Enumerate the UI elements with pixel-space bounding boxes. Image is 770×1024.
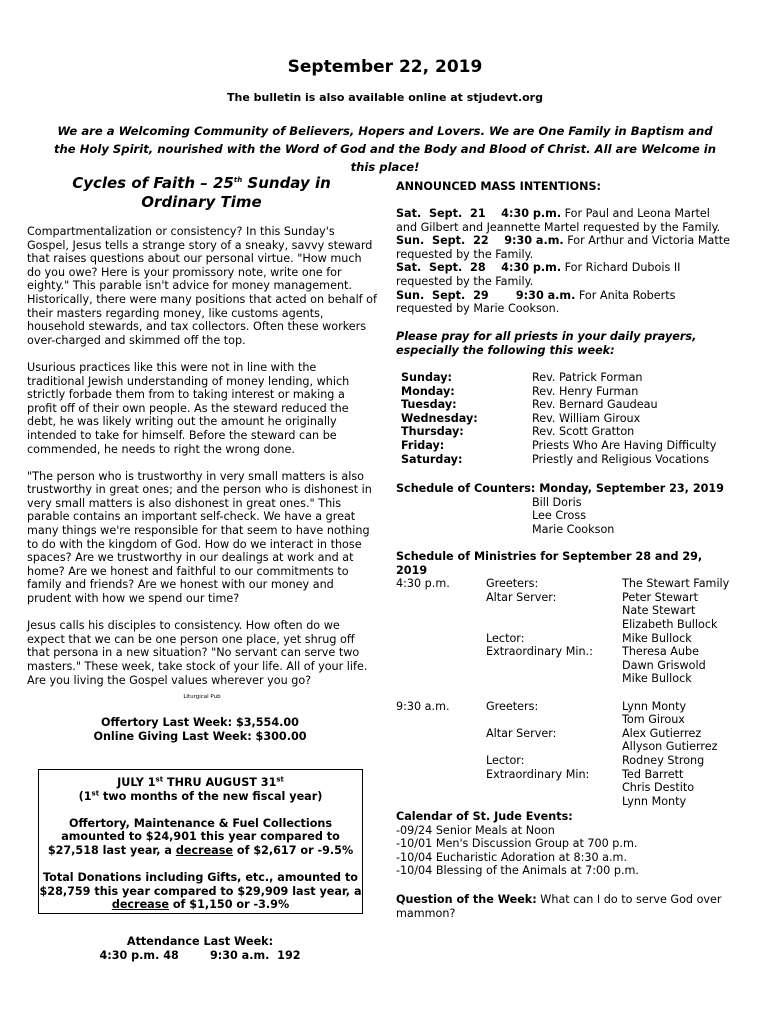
ministry-role: Altar Server: [486,590,557,604]
cycles-paragraph: Jesus calls his disciples to consistency. How often do we expect that we can be one person one place, yet shrug off that persona in a new situation? "No servant can serve two masters." These week, take stock of your life. All of your life. Are you living the Gospel values wherever you go? [27,619,368,687]
cycles-paragraph: "The person who is trustworthy in very small matters is also trustworthy in great ones; and the person who is dishonest in very small matters is also dishonest in great ones." This parable contains an important self-check. We have a great many things we're responsible for that seem to have nothing to do with the kingdom of God. How do we interact in those spaces? Are we trustworthy in our dealings at work and at home? Are we honest and faithful to our commitments to family and friends? Are we honest with our money and prudent with how we spend our time? [27,469,372,606]
ministry-person: Tom Giroux [622,713,685,727]
ministries-heading: Schedule of Ministries for September 28 and 29, 2019 [396,550,703,577]
ministries-section [396,550,731,808]
offertory-collections-comparison: Offertory, Maintenance & Fuel Collections amounted to $24,901 this year compared to $27,518 last year, a decrease of $2,617 or -9.5% [47,816,354,857]
fiscal-period-note: (1st two months of the new fiscal year) [78,788,323,803]
calendar-section [396,810,731,878]
ministry-row [396,713,731,727]
ministry-row [396,781,731,795]
ministry-row [396,740,731,754]
cycles-paragraph: Compartmentalization or consistency? In this Sunday's Gospel, Jesus tells a strange story of a sneaky, savvy steward that raises questions about our personal virtue. "How much do you owe? Here is your promissory note, write one for eighty." This parable isn't advice for money management. Historically, there were many positions that acted on behalf of their masters regarding money, like customs agents, household stewards, and tax collectors. Often these workers over-charged and skimmed off the top. [27,225,377,347]
mass-intention-entry: Sun. Sept. 22 9:30 a.m. For Arthur and Victoria Matte requested by the Family. [396,234,731,261]
ministry-role: Lector: [486,631,525,645]
ministry-row [396,754,731,768]
ministry-person: The Stewart Family [622,577,730,591]
fiscal-summary-box [38,769,363,914]
ministry-role: Greeters: [486,699,539,713]
counter-name: Bill Doris [532,495,582,509]
ministry-person: Lynn Monty [622,699,687,713]
calendar-event: -10/01 Men's Discussion Group at 700 p.m. [396,837,638,851]
ministry-row [396,768,731,782]
offertory-summary [60,716,340,743]
ministry-person: Ted Barrett [622,767,684,781]
priest-day-row: Sunday: Rev. Patrick Forman [401,371,643,384]
ministry-row [396,577,731,591]
priest-day-row: Thursday: Rev. Scott Gratton [401,425,635,439]
priest-day-row: Wednesday: Rev. William Giroux [401,411,641,425]
cycles-paragraph: Usurious practices like this were not in line with the traditional Jewish understanding of money lending, which strictly forbade them from to taking interest or making a profit off of their own people. As the steward reduced the debt, he was likely writing out the amount he originally intended to take for himself. Before the steward can be commended, he needs to right the wrong done. [27,360,350,456]
ministry-row [396,604,731,618]
ministry-row [396,591,731,605]
calendar-heading: Calendar of St. Jude Events: [396,810,573,823]
online-notice: The bulletin is also available online at stjudevt.org [227,91,543,104]
counters-heading: Schedule of Counters: Monday, September 23, 2019 [396,482,724,495]
mass-intention-entry: Sat. Sept. 28 4:30 p.m. For Richard Dubois II requested by the Family. [396,261,681,288]
ministry-row [396,632,731,646]
cycles-of-faith-body [27,225,377,701]
ministry-person: Elizabeth Bullock [622,617,718,631]
counter-name: Marie Cookson [532,522,615,536]
priests-schedule [396,371,731,466]
ministry-person: Mike Bullock [622,631,692,645]
ministry-row [396,645,731,659]
ministries-schedule [396,577,731,808]
ministry-role: Lector: [486,753,525,767]
offertory-last-week: Offertory Last Week: $3,554.00 [101,716,299,729]
priest-day-row: Tuesday: Rev. Bernard Gaudeau [401,398,658,412]
counters-section [396,482,731,536]
ministry-person: Nate Stewart [622,604,696,618]
online-giving-last-week: Online Giving Last Week: $300.00 [93,729,307,743]
ministry-person: Rodney Strong [622,753,705,767]
mass-intentions-heading: ANNOUNCED MASS INTENTIONS: [396,180,602,193]
ministry-role: Extraordinary Min: [486,767,590,781]
mass-intention-entry: Sat. Sept. 21 4:30 p.m. For Paul and Leona Martel and Gilbert and Jeannette Martel requested by the Family. [396,207,721,234]
ministry-role: Altar Server: [486,726,557,740]
ministry-person: Allyson Gutierrez [622,740,718,754]
ministry-person: Lynn Monty [622,794,687,808]
fiscal-period: JULY 1st THRU AUGUST 31st [117,775,284,789]
ministry-row [396,659,731,673]
ministry-time: 9:30 a.m. [396,699,450,713]
ministry-row [396,700,731,714]
priests-prayer-heading: Please pray for all priests in your daily prayers, especially the following this week: [396,330,697,357]
ministry-row [396,795,731,809]
attendance-summary: Attendance Last Week: 4:30 p.m. 48 9:30 a.m. 192 [99,935,301,962]
ministry-person: Mike Bullock [622,672,692,686]
welcome-statement: We are a Welcoming Community of Believers, Hopers and Lovers. We are One Family in Baptism and the Holy Spirit, nourished with the Word of God and the Body and Blood of Christ. All are Welcome in this place! [54,124,716,174]
priest-day-row: Monday: Rev. Henry Furman [401,384,639,398]
question-of-the-week: Question of the Week: What can I do to serve God over mammon? [396,893,722,920]
ministry-person: Chris Destito [622,781,695,795]
mass-intentions-section [396,180,731,194]
ministry-row [396,618,731,632]
ministry-row [396,672,731,686]
mass-intentions-list [396,207,731,316]
calendar-event: -10/04 Eucharistic Adoration at 8:30 a.m. [396,850,628,864]
cycles-of-faith-title: Cycles of Faith – 25th Sunday in Ordinary Time [72,174,331,211]
priest-day-row: Saturday: Priestly and Religious Vocations [401,452,710,466]
calendar-event: -10/04 Blessing of the Animals at 7:00 p.m. [396,864,639,878]
source-credit: Liturgical Pub [183,694,221,700]
mass-intention-entry: Sun. Sept. 29 9:30 a.m. For Anita Roberts requested by Marie Cookson. [396,288,676,316]
total-donations-comparison: Total Donations including Gifts, etc., amounted to $28,759 this year compared to $29,909 last year, a decrease of $1,150 or -3.9% [39,871,362,912]
ministry-row [396,727,731,741]
ministry-row [396,686,731,700]
ministry-person: Theresa Aube [622,645,700,659]
counter-name: Lee Cross [532,509,587,523]
ministry-person: Alex Gutierrez [622,726,702,740]
ministry-role: Greeters: [486,577,539,591]
ministry-role: Extraordinary Min.: [486,645,593,659]
ministry-person: Peter Stewart [622,590,699,604]
bulletin-date: September 22, 2019 [287,57,483,77]
ministry-time: 4:30 p.m. [396,577,450,591]
priest-day-row: Friday: Priests Who Are Having Difficulty [401,438,717,452]
ministry-person: Dawn Griswold [622,658,706,672]
calendar-event: -09/24 Senior Meals at Noon [396,823,555,837]
